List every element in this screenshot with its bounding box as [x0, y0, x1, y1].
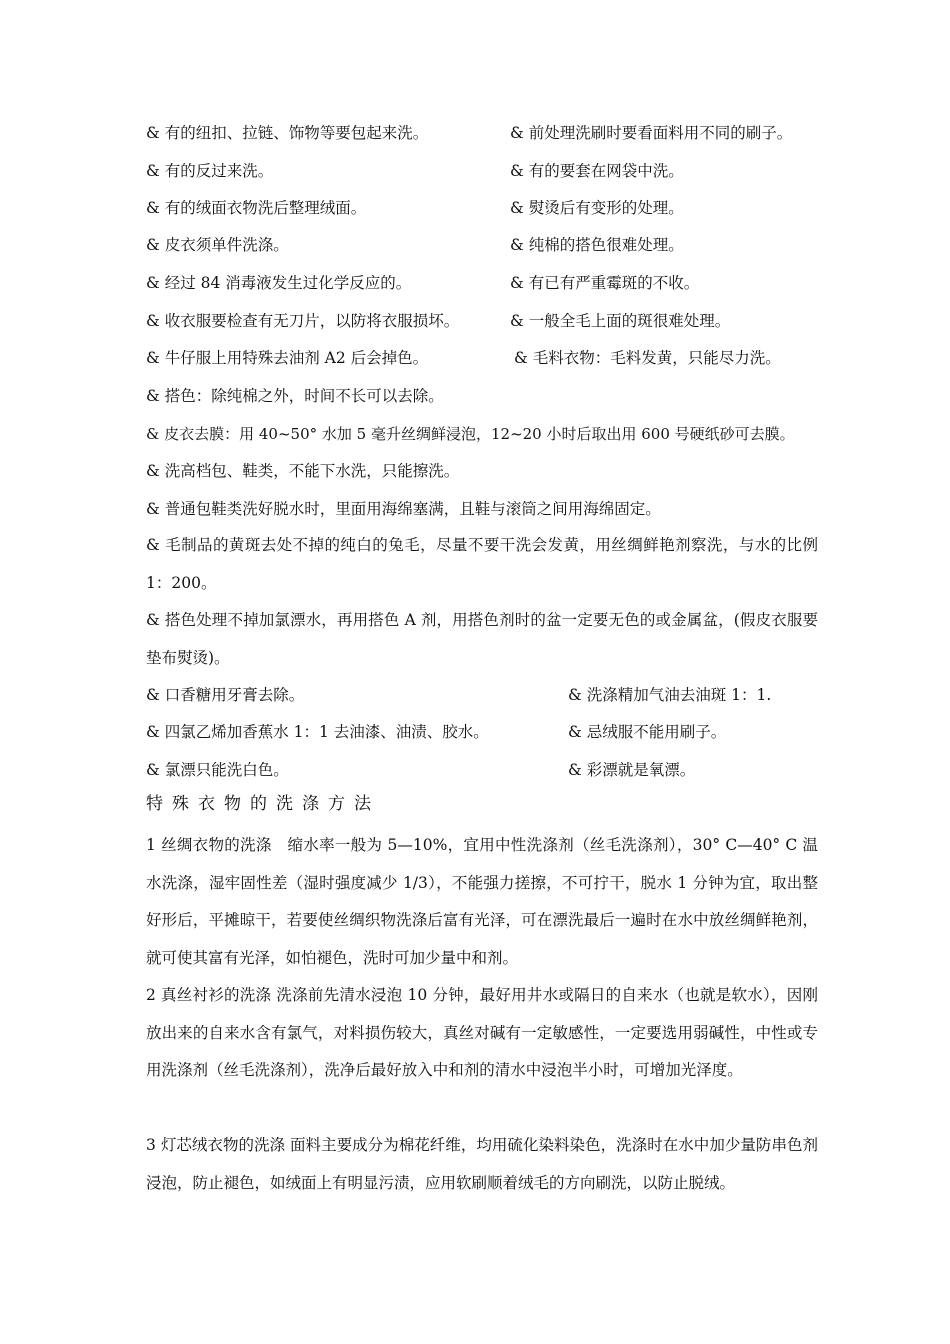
tip-b-right-2: & 忌绒服不能用刷子。: [568, 723, 727, 741]
tip-right-5: & 有已有严重霉斑的不收。: [510, 274, 700, 292]
tip-left-5: & 经过 84 消毒液发生过化学反应的。: [146, 274, 412, 292]
tip-right-2: & 有的要套在网袋中洗。: [510, 162, 684, 180]
tip-right-4: & 纯棉的搭色很难处理。: [510, 236, 684, 254]
tip-left-6: & 收衣服要检查有无刀片，以防将衣服损坏。: [146, 312, 460, 330]
tip-right-3: & 熨烫后有变形的处理。: [510, 199, 684, 217]
tip-single-2: & 皮衣去膜：用 40~50° 水加 5 毫升丝绸鲜浸泡，12~20 小时后取出用 600 号硬纸砂可去膜。: [146, 425, 795, 443]
tip-b-right-3: & 彩漂就是氧漂。: [568, 761, 696, 779]
tip-right-7: & 毛料衣物：毛料发黄，只能尽力洗。: [514, 349, 781, 367]
tip-left-7: & 牛仔服上用特殊去油剂 A2 后会掉色。: [146, 349, 429, 367]
tip-b-left-1: & 口香糖用牙膏去除。: [146, 686, 305, 704]
tip-single-5: & 毛制品的黄斑去处不掉的纯白的兔毛，尽量不要干洗会发黄，用丝绸鲜艳剂察洗，与水的比例 1：200。: [146, 536, 818, 592]
tip-single-6: & 搭色处理不掉加氯漂水，再用搭色 A 剂，用搭色剂时的盆一定要无色的或金属盆，(假皮衣服要垫布熨烫)。: [146, 611, 818, 667]
tip-single-3: & 洗高档包、鞋类，不能下水洗，只能擦洗。: [146, 462, 460, 480]
method-paragraph-1: 1 丝绸衣物的洗涤 缩水率一般为 5—10%，宜用中性洗涤剂（丝毛洗涤剂），30° C—40° C 温水洗涤，湿牢固性差（湿时强度减少 1/3），不能强力搓擦，不可拧干，脱水 1 分钟为宜，取出整好形后，平摊晾干，若要使丝绸织物洗涤后富有光泽，可在漂洗最后一遍时在水中放丝绸鲜艳剂，就可使其富有光泽，如怕褪色，洗时可加少量中和剂。: [146, 836, 818, 967]
tip-b-left-2: & 四氯乙烯加香蕉水 1：1 去油漆、油渍、胶水。: [146, 723, 489, 741]
tip-left-2: & 有的反过来洗。: [146, 162, 274, 180]
tip-left-4: & 皮衣须单件洗涤。: [146, 236, 289, 254]
method-paragraph-3: 3 灯芯绒衣物的洗涤 面料主要成分为棉花纤维，均用硫化染料染色，洗涤时在水中加少量防串色剂浸泡，防止褪色，如绒面上有明显污渍，应用软刷顺着绒毛的方向刷洗，以防止脱绒。: [146, 1136, 818, 1192]
tip-single-1: & 搭色：除纯棉之外，时间不长可以去除。: [146, 387, 444, 405]
tip-left-1: & 有的纽扣、拉链、饰物等要包起来洗。: [146, 124, 429, 142]
section-heading: 特殊衣物的洗涤方法: [146, 794, 380, 814]
tip-left-3: & 有的绒面衣物洗后整理绒面。: [146, 199, 367, 217]
tip-b-left-3: & 氯漂只能洗白色。: [146, 761, 289, 779]
tip-single-4: & 普通包鞋类洗好脱水时，里面用海绵塞满，且鞋与滚筒之间用海绵固定。: [146, 500, 661, 518]
tip-right-1: & 前处理洗刷时要看面料用不同的刷子。: [510, 124, 793, 142]
tip-right-6: & 一般全毛上面的斑很难处理。: [510, 312, 731, 330]
tip-b-right-1: & 洗涤精加气油去油斑 1：1.: [568, 686, 772, 704]
method-paragraph-2: 2 真丝衬衫的洗涤 洗涤前先清水浸泡 10 分钟，最好用井水或隔日的自来水（也就是软水），因刚放出来的自来水含有氯气，对料损伤较大，真丝对碱有一定敏感性，一定要选用弱碱性，中性或专用洗涤剂（丝毛洗涤剂），洗净后最好放入中和剂的清水中浸泡半小时，可增加光泽度。: [146, 986, 818, 1079]
